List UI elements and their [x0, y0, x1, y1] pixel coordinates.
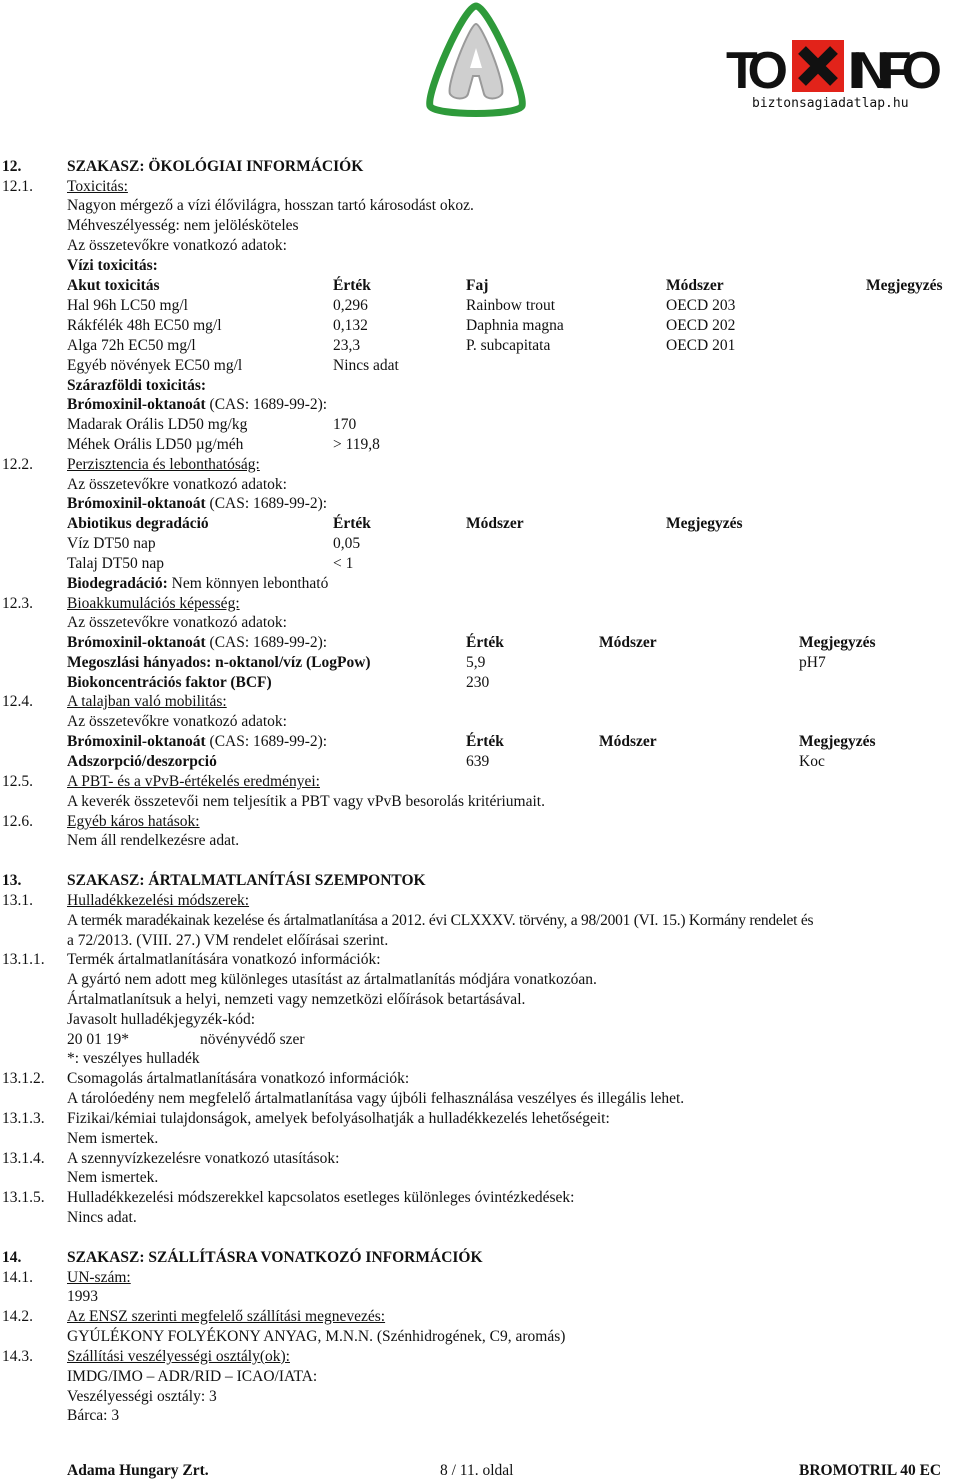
subsection-number: 12.4.: [2, 693, 33, 710]
product-disposal-text: A gyártó nem adott meg különleges utasítást az ártalmatlanítás módjára vonatkozóan.: [67, 971, 597, 988]
hazardous-waste-note: *: veszélyes hulladék: [67, 1050, 200, 1067]
col-header: Akut toxicitás: [67, 277, 160, 294]
table-header: [0, 514, 960, 534]
section-13-heading: [0, 871, 960, 891]
subsection-title: Perzisztencia és lebonthatóság:: [67, 456, 260, 473]
table-cell: P. subcapitata: [466, 337, 551, 354]
col-header: Faj: [466, 277, 489, 294]
subsection-number: 14.1.: [2, 1269, 33, 1286]
hazard-class: Veszélyességi osztály: 3: [67, 1388, 217, 1405]
table-cell: OECD 203: [666, 297, 736, 314]
subsection-13-1-1: [0, 950, 960, 970]
subsection-13-1-3: [0, 1109, 960, 1129]
subsection-12-4: [0, 692, 960, 712]
col-header: Megjegyzés: [799, 634, 876, 651]
col-header: Megjegyzés: [799, 733, 876, 750]
table-cell: Hal 96h LC50 mg/l: [67, 297, 188, 314]
subsection-number: 12.5.: [2, 773, 33, 790]
table-row: [0, 316, 960, 336]
subsection-title: Csomagolás ártalmatlanítására vonatkozó információk:: [67, 1070, 410, 1087]
substance-cas: (CAS: 1689-99-2):: [205, 396, 328, 413]
biodegradation-label: Biodegradáció:: [67, 575, 168, 592]
waste-code-row: [0, 1030, 960, 1050]
company-logo-a: [422, 2, 530, 120]
toxinfo-logo: [726, 38, 942, 94]
subsection-number: 14.2.: [2, 1308, 33, 1325]
waste-text-line: a 72/2013. (VIII. 27.) VM rendelet előírásai szerint.: [67, 932, 389, 949]
section-title: SZAKASZ: ÁRTALMATLANÍTÁSI SZEMPONTOK: [67, 872, 426, 889]
component-data-label: Az összetevőkre vonatkozó adatok:: [67, 237, 287, 254]
table-cell: 5,9: [466, 654, 486, 671]
properties-text: Nem ismertek.: [67, 1130, 159, 1147]
table-cell: Adszorpció/deszorpció: [67, 753, 217, 770]
aquatic-toxicity-label: Vízi toxicitás:: [67, 257, 158, 274]
subsection-number: 12.1.: [2, 178, 33, 195]
component-data-label: Az összetevőkre vonatkozó adatok:: [67, 713, 287, 730]
col-header: Abiotikus degradáció: [67, 515, 209, 532]
subsection-number: 12.3.: [2, 595, 33, 612]
subsection-number: 13.1.5.: [2, 1189, 45, 1206]
table-row: [0, 415, 960, 435]
substance-label: [67, 732, 327, 752]
substance-cas: (CAS: 1689-99-2):: [205, 495, 328, 512]
substance-name: Brómoxinil-oktanoát: [67, 634, 206, 651]
bee-hazard: Méhveszélyesség: nem jelölésköteles: [67, 217, 299, 234]
col-header: Módszer: [599, 634, 657, 651]
other-effects-text: Nem áll rendelkezésre adat.: [67, 832, 240, 849]
table-cell: > 119,8: [333, 436, 380, 453]
un-number: 1993: [67, 1288, 98, 1305]
table-row: [0, 673, 960, 693]
transport-regulations: IMDG/IMO – ADR/RID – ICAO/IATA:: [67, 1368, 318, 1385]
table-row: [0, 336, 960, 356]
substance-name: Brómoxinil-oktanoát: [67, 495, 206, 512]
waste-code: 20 01 19*: [67, 1031, 129, 1048]
substance-cas: (CAS: 1689-99-2):: [205, 733, 328, 750]
toxicity-note: Nagyon mérgező a vízi élővilágra, hosszan tartó károsodást okoz.: [67, 197, 474, 214]
substance-name: Brómoxinil-oktanoát: [67, 733, 206, 750]
table-cell: Víz DT50 nap: [67, 535, 156, 552]
subsection-title: A PBT- és a vPvB-értékelés eredményei:: [67, 773, 320, 790]
substance-label: [67, 494, 327, 514]
table-cell: 639: [466, 753, 490, 770]
table-cell: Rainbow trout: [466, 297, 556, 314]
substance-label: [67, 395, 327, 415]
table-cell: 23,3: [333, 337, 361, 354]
pbt-text: A keverék összetevői nem teljesítik a PBT vagy vPvB besorolás kritériumait.: [67, 793, 545, 810]
table-cell: Megoszlási hányados: n-oktanol/víz (LogPow): [67, 654, 371, 671]
col-header: Módszer: [466, 515, 524, 532]
version-number: Verziószám: 1: [8, 76, 94, 92]
subsection-title: A szennyvízkezelésre vonatkozó utasítások:: [67, 1150, 340, 1167]
table-cell: Talaj DT50 nap: [67, 555, 165, 572]
table-cell: Egyéb növények EC50 mg/l: [67, 357, 243, 374]
section-14-heading: [0, 1248, 960, 1268]
subsection-title: UN-szám:: [67, 1269, 131, 1286]
subsection-13-1-5: [0, 1188, 960, 1208]
subsection-title: Egyéb káros hatások:: [67, 813, 200, 830]
waste-text-line: A termék maradékainak kezelése és ártalmatlanítása a 2012. évi CLXXXV. törvény, a 98/2001 (VI. 15.) Kormány rendelet és: [67, 912, 814, 929]
section-title: SZAKASZ: ÖKOLÓGIAI INFORMÁCIÓK: [67, 158, 364, 175]
table-row: [0, 435, 960, 455]
table-cell: 0,296: [333, 297, 368, 314]
svg-text:INFO: INFO: [848, 42, 942, 94]
subsection-title: Hulladékkezelési módszerek:: [67, 892, 250, 909]
waste-code-description: növényvédő szer: [200, 1031, 305, 1048]
subsection-number: 12.6.: [2, 813, 33, 830]
col-header: Megjegyzés: [666, 515, 743, 532]
subsection-title: Toxicitás:: [67, 178, 128, 195]
revision-date: Felülvizsgálat időpontja: -: [8, 56, 166, 72]
subsection-number: 13.1.: [2, 892, 33, 909]
subsection-14-1: [0, 1268, 960, 1288]
table-cell: OECD 201: [666, 337, 736, 354]
table-cell: Alga 72h EC50 mg/l: [67, 337, 196, 354]
table-cell: Koc: [799, 753, 825, 770]
section-number: 12.: [2, 158, 22, 175]
table-cell: Rákfélék 48h EC50 mg/l: [67, 317, 222, 334]
substance-label: [67, 633, 327, 653]
product-disposal-text: Ártalmatlanítsuk a helyi, nemzeti vagy nemzetközi előírások betartásával.: [67, 991, 526, 1008]
table-row: [0, 356, 960, 376]
footer-company: Adama Hungary Zrt.: [67, 1462, 209, 1479]
component-data-label: Az összetevőkre vonatkozó adatok:: [67, 476, 287, 493]
subsection-13-1-2: [0, 1069, 960, 1089]
col-header: Érték: [333, 277, 371, 294]
col-header: Módszer: [666, 277, 724, 294]
col-header: Érték: [466, 634, 504, 651]
subsection-13-1: [0, 891, 960, 911]
shipping-name: GYÚLÉKONY FOLYÉKONY ANYAG, M.N.N. (Szénhidrogének, C9, aromás): [67, 1328, 566, 1345]
subsection-title: Hulladékkezelési módszerekkel kapcsolatos esetleges különleges óvintézkedések:: [67, 1189, 575, 1206]
subsection-number: 13.1.3.: [2, 1110, 45, 1127]
subsection-14-2: [0, 1307, 960, 1327]
section-number: 13.: [2, 872, 22, 889]
col-header: Módszer: [599, 733, 657, 750]
table-row: [0, 653, 960, 673]
table-cell: pH7: [799, 654, 826, 671]
table-cell: Nincs adat: [333, 357, 399, 374]
table-row: [0, 752, 960, 772]
table-cell: 0,132: [333, 317, 368, 334]
subsection-number: 13.1.4.: [2, 1150, 45, 1167]
subsection-number: 13.1.1.: [2, 951, 45, 968]
subsection-number: 14.3.: [2, 1348, 33, 1365]
created-date: Elkészítés időpontja: 2014. 12. 12.: [8, 36, 216, 52]
table-cell: Méhek Orális LD50 µg/méh: [67, 436, 244, 453]
svg-text:TO: TO: [726, 42, 788, 94]
wastewater-text: Nem ismertek.: [67, 1169, 159, 1186]
subsection-title: Bioakkumulációs képesség:: [67, 595, 240, 612]
footer-product: BROMOTRIL 40 EC: [799, 1462, 942, 1479]
table-cell: < 1: [333, 555, 354, 572]
table-cell: Madarak Orális LD50 mg/kg: [67, 416, 248, 433]
toxinfo-url: biztonsagiadatlap.hu: [752, 96, 909, 111]
subsection-12-5: [0, 772, 960, 792]
table-header: [0, 276, 960, 296]
section-title: SZAKASZ: SZÁLLÍTÁSRA VONATKOZÓ INFORMÁCIÓK: [67, 1249, 483, 1266]
subsection-13-1-4: [0, 1149, 960, 1169]
col-header: Megjegyzés: [866, 277, 943, 294]
section-number: 14.: [2, 1249, 22, 1266]
subsection-title: A talajban való mobilitás:: [67, 693, 227, 710]
subsection-12-3: [0, 594, 960, 614]
subsection-number: 12.2.: [2, 456, 33, 473]
table-header: [0, 633, 960, 653]
table-row: [0, 296, 960, 316]
table-cell: 0,05: [333, 535, 361, 552]
table-row: [0, 554, 960, 574]
subsection-title: Fizikai/kémiai tulajdonságok, amelyek befolyásolhatják a hulladékkezelés lehetőségeit:: [67, 1110, 610, 1127]
subsection-number: 13.1.2.: [2, 1070, 45, 1087]
table-cell: OECD 202: [666, 317, 736, 334]
subsection-title: Szállítási veszélyességi osztály(ok):: [67, 1348, 290, 1365]
terrestrial-toxicity-label: Szárazföldi toxicitás:: [67, 377, 207, 394]
substance-name: Brómoxinil-oktanoát: [67, 396, 206, 413]
component-data-label: Az összetevőkre vonatkozó adatok:: [67, 614, 287, 631]
footer-page-number: 8 / 11. oldal: [440, 1462, 514, 1479]
label-number: Bárca: 3: [67, 1407, 120, 1424]
subsection-title: Termék ártalmatlanítására vonatkozó információk:: [67, 951, 381, 968]
subsection-title: Az ENSZ szerinti megfelelő szállítási megnevezés:: [67, 1308, 386, 1325]
waste-code-label: Javasolt hulladékjegyzék-kód:: [67, 1011, 256, 1028]
packaging-text: A tárolóedény nem megfelelő ártalmatlanítása vagy újbóli felhasználása veszélyes és illegális lehet.: [67, 1090, 685, 1107]
table-header: [0, 732, 960, 752]
table-row: [0, 534, 960, 554]
precautions-text: Nincs adat.: [67, 1209, 137, 1226]
table-cell: Biokoncentrációs faktor (BCF): [67, 674, 272, 691]
subsection-14-3: [0, 1347, 960, 1367]
table-cell: 170: [333, 416, 357, 433]
biodegradation: [67, 574, 328, 594]
substance-cas: (CAS: 1689-99-2):: [205, 634, 328, 651]
subsection-12-1: [0, 177, 960, 197]
subsection-12-2: [0, 455, 960, 475]
document-header-info: [8, 34, 216, 94]
table-cell: 230: [466, 674, 490, 691]
table-cell: Daphnia magna: [466, 317, 564, 334]
col-header: Érték: [333, 515, 371, 532]
subsection-12-6: [0, 812, 960, 832]
col-header: Érték: [466, 733, 504, 750]
biodegradation-value: Nem könnyen lebontható: [167, 575, 329, 592]
